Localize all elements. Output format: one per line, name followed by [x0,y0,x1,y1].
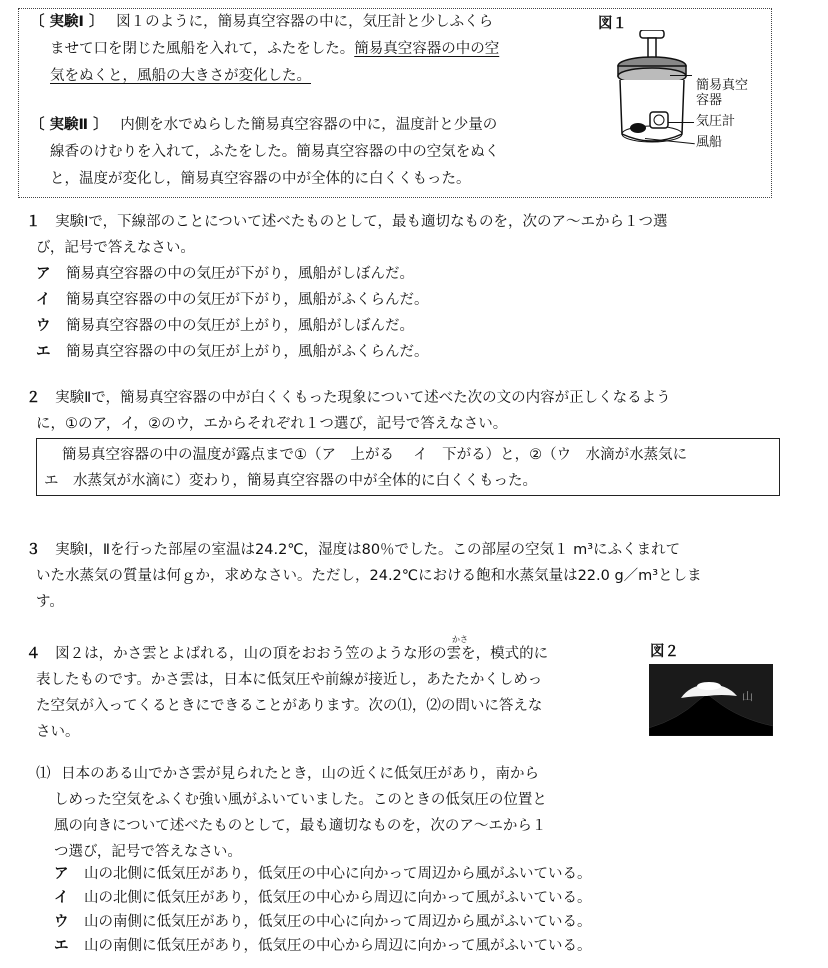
q4-sub1-choice [54,886,592,911]
exp2-text3: と，温度が変化し，簡易真空容器の中が全体的に白くくもった。 [50,171,471,187]
q1-choice-text: 簡易真空容器の中の気圧が上がり，風船がしぼんだ。 [66,318,414,334]
q4-sub1-choice-kana: ウ [54,914,69,930]
q4-sub1-text1: 日本のある山でかさ雲が見られたとき，山の近くに低気圧があり，南から [61,766,540,782]
q4-sub1-number: ⑴ [36,766,51,782]
kasa-ruby: かさ [452,635,468,644]
exp2-line3 [50,167,471,192]
q4-sub1-choice-text: 山の北側に低気圧があり，低気圧の中心に向かって周辺から風がふいている。 [84,866,592,882]
q1-choice-kana: イ [36,292,51,308]
kasa-cloud-illustration [649,664,773,736]
q4-sub1-choice-kana: イ [54,890,69,906]
q1-choice-text: 簡易真空容器の中の気圧が下がり，風船がふくらんだ。 [66,292,429,308]
exp2-line2 [50,140,499,165]
q1-choice [36,288,429,313]
exp1-label: 〔 実験Ⅰ 〕 [30,14,104,30]
fig1-label-balloon: 風船 [696,135,723,150]
q4-sub1-text2: しめった空気をふくむ強い風がふいていました。このときの低気圧の位置と [54,792,547,808]
q3-line1 [26,538,680,563]
q1-choice [36,314,414,339]
q4-text2: 表したものです。かさ雲は，日本に低気圧や前線が接近し，あたたかくしめっ [36,672,543,688]
q4-line1 [26,642,548,667]
exp1-line3 [50,64,311,89]
exp1-underline-2: 気をぬくと，風船の大きさが変化した。 [50,68,311,84]
q1-choice-text: 簡易真空容器の中の気圧が下がり，風船がしぼんだ。 [66,266,414,282]
q3-text1: 実験Ⅰ，Ⅱを行った部屋の室温は24.2℃，湿度は80％でした。この部屋の空気１ m³にふくまれて [55,542,681,558]
fig1-pointer-container [670,75,692,76]
q4-sub1-text3: 風の向きについて述べたものとして，最も適切なものを，次のア～エから１ [54,818,547,834]
q3-text2: いた水蒸気の質量は何ｇか，求めなさい。ただし，24.2℃における飽和水蒸気量は22.0 g／m³としま [36,568,702,584]
exp2-label: 〔 実験Ⅱ 〕 [30,117,108,133]
q4-sub1-choice-text: 山の南側に低気圧があり，低気圧の中心に向かって周辺から風がふいている。 [84,914,592,930]
q2-box-line2: エ 水蒸気が水滴に）変わり，簡易真空容器の中が全体的に白くくもった。 [44,473,537,489]
q2-number: ２ [26,390,41,406]
q1-line1 [26,210,668,235]
exp1-text2: ませて口を閉じた風船を入れて，ふたをした。 [50,41,355,57]
q4-text1: 図２は，かさ雲とよばれる，山の頂をおおう笠のような形の雲を，模式的に [55,646,549,662]
exp2-text1: 内側を水でぬらした簡易真空容器の中に，温度計と少量の [120,117,498,133]
q4-sub1-text4: つ選び，記号で答えなさい。 [54,844,242,860]
q4-sub1-choice-kana: ア [54,866,69,882]
q3-text3: す。 [36,594,64,610]
q4-sub1-choice-kana: エ [54,938,69,954]
fig1-label-container-1: 簡易真空 [696,78,749,93]
q1-choice-kana: エ [36,344,51,360]
fig1-label-barometer: 気圧計 [696,114,736,129]
q1-text1: 実験Ⅰで，下線部のことについて述べたものとして，最も適切なものを，次のア～エから１つ選 [55,214,668,230]
q2-text2: に，①のア，イ，②のウ，エからそれぞれ１つ選び，記号で答えなさい。 [36,416,508,432]
q4-number: ４ [26,646,41,662]
exp1-line2 [50,37,499,62]
exp1-text1: 図１のように，簡易真空容器の中に，気圧計と少しふくら [116,14,494,30]
q4-sub1-choice-text: 山の北側に低気圧があり，低気圧の中心から周辺に向かって風がふいている。 [84,890,592,906]
q1-choice [36,340,429,365]
q2-line1 [26,386,671,411]
q4-sub1-choice-text: 山の南側に低気圧があり，低気圧の中心から周辺に向かって風がふいている。 [84,938,592,954]
q4-text4: さい。 [36,724,80,740]
fig2-title: 図２ [650,644,679,660]
q1-text2: び，記号で答えなさい。 [36,240,195,256]
exp1-line1 [30,10,493,35]
q4-sub1-line1 [36,762,539,787]
fig1-label-container-2: 容器 [696,93,723,108]
fig2-mountain-label: 山 [742,690,753,703]
exp2-text2: 線香のけむりを入れて，ふたをした。簡易真空容器の中の空気をぬく [50,144,500,160]
q4-text3: た空気が入ってくるときにできることがあります。次の⑴，⑵の問いに答えな [36,698,543,714]
q3-number: ３ [26,542,41,558]
q2-text1: 実験Ⅱで，簡易真空容器の中が白くくもった現象について述べた次の文の内容が正しくなるよう [55,390,671,406]
q1-choice-text: 簡易真空容器の中の気圧が上がり，風船がふくらんだ。 [66,344,429,360]
fig1-title: 図１ [598,16,627,32]
fig1-pointer-barometer [668,122,694,123]
exp2-line1 [30,113,497,138]
q2-box-line1: 簡易真空容器の中の温度が露点まで①（ア 上がる イ 下がる）と，②（ウ 水滴が水蒸気に [62,447,688,463]
q1-choice-kana: ウ [36,318,51,334]
q1-choice-kana: ア [36,266,51,282]
q4-sub1-choice [54,910,592,935]
q1-number: １ [26,214,41,230]
q4-sub1-choice [54,934,592,959]
exp1-underline-1: 簡易真空容器の中の空 [354,41,500,57]
q1-choice [36,262,414,287]
vacuum-container-illustration [612,30,692,152]
q4-sub1-choice [54,862,592,887]
